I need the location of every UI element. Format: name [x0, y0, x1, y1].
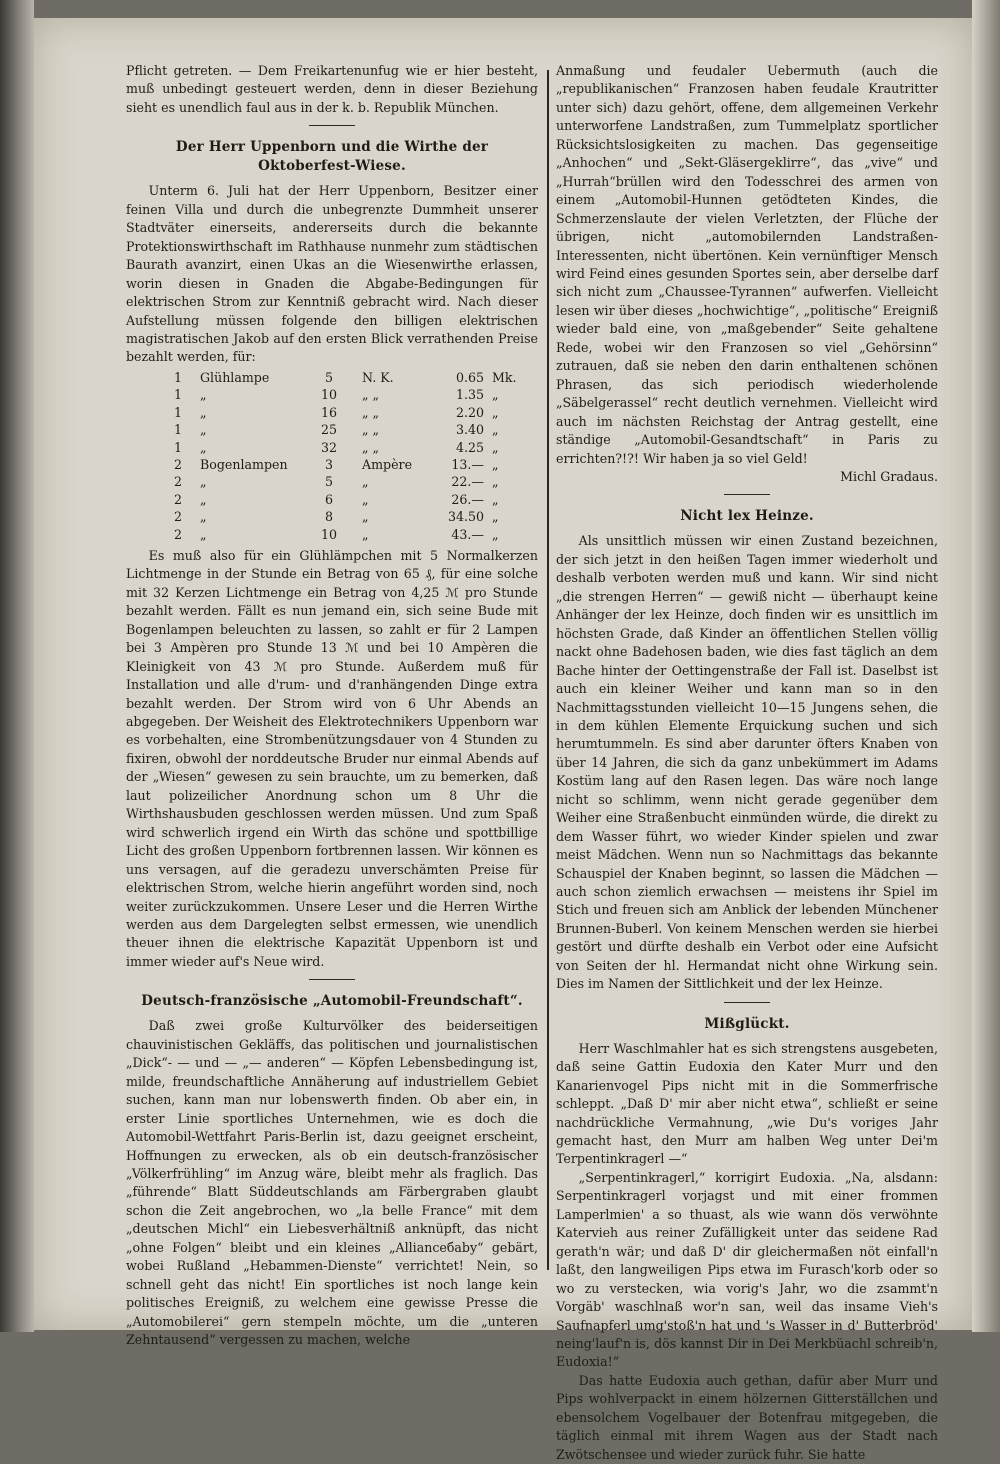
price-cur: „ — [492, 439, 499, 455]
price-meas: „ — [362, 526, 369, 542]
price-unit: „ — [200, 387, 207, 403]
price-val: 5 — [324, 474, 333, 490]
article-paragraph: Es muß also für ein Glühlämpchen mit 5 Normalkerzen Lichtmenge in der Stunde ein Betrag von 65 ₰, für eine solche mit 32 Kerzen Lichtmenge ein Betrag von 4,25 ℳ pro Stunde bezahlt werden. Fällt es nun jemand ein, sich seine Bude mit Bogenlampen beleuchten zu lassen, so zahlt er für 2 Lampen bei 3 Ampèren pro Stunde 13 ℳ und bei 10 Ampèren die Kleinigkeit von 43 ℳ pro Stunde. Außerdem muß für Installation und alle d'rum- und d'ranhängenden Dinge extra bezahlt werden. Der Strom wird von 6 Uhr Abends an abgegeben. Der Weisheit des Elektrotechnikers Uppenborn war es vorbehalten, eine Strombenützungsdauer von 4 Stunden zu fixiren, obwohl der norddeutsche Bruder nur einmal Abends auf der „Wiesen“ gewesen zu sein brauchte, um zu bemerken, daß laut polizeilicher Anordnung schon um 8 Uhr die Wirthshausbuden geschlossen werden müssen. Und zum Spaß wird schwerlich irgend ein Wirth das schöne und spottbillige Licht des großen Uppenborn fortbrennen lassen. Wir können es uns versagen, auf die geradezu unverschämten Preise für elektrischen Strom, welche hierin angeführt worden sind, noch weiter zurückzukommen. Unsere Leser und die Herren Wirthe werden aus dem Dargelegten selbst ermessen, wie unendlich theuer ihnen die elektrische Kapazität Uppenborn ist und immer wieder auf's Neue wird. — [126, 547, 538, 969]
left-intro-text: Pflicht getreten. — Dem Freikartenunfug wie er hier besteht, muß unbedingt gesteuert werden, denn in dieser Beziehung sieht es unendlich faul aus in der k. b. Republik München. — [126, 63, 538, 115]
price-price: 1.35 — [455, 387, 484, 403]
article-paragraph: „Serpentinkragerl,“ korrigirt Eudoxia. „Na, alsdann: Serpentinkragerl vorjagst und mit einer frommen Lamperlmien' a so thuast, als wie wann dös verwöhnte Katervieh aus reiner Zufälligkeit unter das seidene Rad gerath'n wär; und daß D' dir gleichermaßen nöt einfall'n laßt, den langweiligen Pips etwa im Furasch'korb oder so wo zu verstecken, wia vorig's Jahr, wo die zsammt'n Vorgäb' waschlnaß wor'n san, weil das insame Vieh's Saufnapferl umg'stoß'n hat und 's Wasser in d' Butterbröd' neing'lauf'n is, dös kannst Dir in Dei Merkbüachl schreib'n, Eudoxia!“ — [556, 1169, 938, 1370]
price-unit: „ — [200, 491, 207, 507]
article-paragraph: Herr Waschlmahler hat es sich strengstens ausgebeten, daß seine Gattin Eudoxia den Kater Murr und den Kanarienvogel Pips nicht mit in die Sommerfrische schleppt. „Daß D' mir aber nicht etwa“, schließt er seine nachdrückliche Vermahnung, „wie Du's voriges Jahr gemacht hast, den Murr am halben Weg unter Dei'm Terpentinkragerl —“ — [556, 1040, 938, 1167]
price-qty: 1 — [174, 439, 183, 455]
price-price: 13.— — [451, 456, 484, 472]
price-meas: N. K. — [362, 369, 394, 385]
price-cur: „ — [492, 422, 499, 438]
article-paragraph: Unterm 6. Juli hat der Herr Uppenborn, Besitzer einer feinen Villa und durch die unbegrenzte Dummheit unserer Stadtväter einerseits, andererseits durch die bekannte Protektionswirthschaft im Rathhause nunmehr zum städtischen Baurath avanzirt, einen Ukas an die Wiesenwirthe erlassen, worin diesen in Gnaden die Abgabe-Bedingungen für elektrischen Strom zur Kenntniß gebracht wird. Nach dieser Aufstellung müssen folgende den billigen elektrischen magistratischen Jakob auf den ersten Blick verrathenden Preise bezahlt werden, für: — [126, 183, 538, 365]
price-price: 22.— — [451, 474, 484, 490]
price-qty: 2 — [174, 491, 183, 507]
price-price: 3.40 — [455, 422, 484, 438]
price-qty: 1 — [174, 404, 183, 420]
price-meas: „ „ — [362, 439, 380, 455]
price-val: 5 — [324, 369, 333, 385]
article-title-automobil: Deutsch-französische „Automobil-Freundschaft“. — [141, 993, 523, 1010]
price-unit: „ — [200, 422, 207, 438]
price-val: 32 — [320, 439, 338, 455]
article-title-uppenborn: Der Herr Uppenborn und die Wirthe der Oktoberfest-Wiese. — [175, 139, 489, 175]
right-intro-text: Anmaßung und feudaler Uebermuth (auch die „republikanischen“ Franzosen haben feudale Krautritter unter sich) dazu gehört, offene, dem allgemeinen Verkehr unterworfene Landstraßen, zum Tummelplatz sportlicher Rücksichtslosigkeiten zu machen. Das gegenseitige „Anhochen“ und „Sekt-Gläsergeklirre“, das „vive“ und „Hurrah“brüllen wird den Todesschrei des armen von einem „Automobil-Hunnen getödteten Kindes, die Schmerzenslaute der vielen Verletzten, der Flüche der übrigen, nicht „automobilernden Landstraßen-Interessenten, nicht übertönen. Kein vernünftiger Mensch wird Feind eines gesunden Sportes sein, aber derselbe darf sich nicht zum „Chaussee-Tyrannen“ aufwerfen. Vielleicht lesen wir über dieses „hochwichtige“, „politische“ Ereigniß wieder bald eine, von „maßgebender“ Seite gehaltene Rede, wobei wir den Franzosen so viel „Gehörsinn“ zutrauen, daß sie neben den darin enthaltenen schönen Phrasen, das sich periodisch wiederholende „Säbelgerassel“ recht deutlich vernehmen. Vielleicht wird auch im nächsten Reichstag der Antrag gestellt, eine ständige „Automobil-Gesandtschaft“ in Paris zu errichten?!?! Wir haben ja so viel Geld! — [556, 63, 938, 466]
price-meas: „ „ — [362, 422, 380, 438]
price-meas: „ — [362, 491, 369, 507]
price-row — [170, 369, 532, 386]
price-val: 25 — [320, 422, 338, 438]
article-paragraph: Das hatte Eudoxia auch gethan, dafür aber Murr und Pips wohlverpackt in einem hölzernen Gitterställchen und ebensolchem Vogelbauer der Botenfrau mitgegeben, die täglich einmal mit ihrem Wagen aus der Stadt nach Zwötschensee und wieder zurück fuhr. Sie hatte — [556, 1372, 938, 1462]
price-price: 2.20 — [455, 404, 484, 420]
price-cur: „ — [492, 404, 499, 420]
price-price: 0.65 — [455, 369, 484, 385]
price-unit: „ — [200, 439, 207, 455]
section-separator — [309, 125, 355, 126]
price-qty: 1 — [174, 369, 183, 385]
price-qty: 1 — [174, 387, 183, 403]
price-unit: „ — [200, 474, 207, 490]
price-table — [170, 369, 532, 543]
section-separator — [309, 979, 355, 980]
price-unit: „ — [200, 526, 207, 542]
article-title-missglueckt: Mißglückt. — [704, 1015, 790, 1032]
price-unit: „ — [200, 404, 207, 420]
author-signature: Michl Gradaus. — [840, 468, 938, 484]
price-meas: „ „ — [362, 387, 380, 403]
price-cur: „ — [492, 474, 499, 490]
price-meas: „ — [362, 509, 369, 525]
column-divider — [547, 70, 549, 1270]
price-row — [170, 421, 532, 438]
price-price: 34.50 — [447, 509, 484, 525]
price-price: 4.25 — [455, 439, 484, 455]
price-row — [170, 456, 532, 473]
price-price: 26.— — [451, 491, 484, 507]
section-separator — [724, 494, 770, 495]
price-row — [170, 526, 532, 543]
price-qty: 1 — [174, 422, 183, 438]
price-price: 43.— — [451, 526, 484, 542]
price-cur: Mk. — [492, 369, 517, 385]
price-meas: „ „ — [362, 404, 380, 420]
price-val: 6 — [324, 491, 333, 507]
article-paragraph: Als unsittlich müssen wir einen Zustand bezeichnen, der sich jetzt in den heißen Tagen immer wiederholt und deshalb verboten werden muß und kann. Wir sind nicht „die strengen Herren“ — gewiß nicht — überhaupt keine Anhänger der lex Heinze, doch finden wir es unsittlich im höchsten Grade, daß Kinder an öffentlichen Stellen völlig nackt ohne Badehosen baden, wie dies fast täglich an dem Bache hinter der Oettingenstraße der Fall ist. Daselbst ist auch ein kleiner Weiher und kann man so in den Nachmittagsstunden vielleicht 10—15 Jungens sehen, die in dem kühlen Elemente Erquickung suchen und sich herumtummeln. Es sind aber darunter öfters Knaben von über 14 Jahren, die sich da ganz unbekümmert im Adams Kostüm lang auf den Rasen legen. Das wäre noch lange nicht so schlimm, wenn nicht gerade gegenüber dem Weiher eine Straßenbucht einmünden würde, die direkt zu dem Wasser führt, wo wieder Kinder spielen und zwar meist Mädchen. Wenn nun so Nachmittags das bekannte Schauspiel der Knaben beginnt, so lassen die Mädchen — auch schon ziemlich erwachsen — meistens ihr Spiel im Stich und freuen sich am Anblick der lebenden Münchener Brunnen-Buberl. Von keinem Menschen werden sie hierbei gestört und dürfte deshalb ein Verbot oder eine Aufsicht von Seiten der hl. Hermandat nicht ohne Wirkung sein. Dies im Namen der Sittlichkeit und der lex Heinze. — [556, 533, 938, 992]
price-row — [170, 386, 532, 403]
price-qty: 2 — [174, 474, 183, 490]
price-meas: Ampère — [362, 456, 413, 472]
article-paragraph: Daß zwei große Kulturvölker des beiderseitigen chauvinistischen Gekläffs, das politischen und journalistischen „Dick“- — und — „— anderen“ — Köpfen Lebensbedingung ist, milde, freundschaftliche Annäherung auf industriellem Gebiet suchen, kann man nur lobenswerth finden. Ob aber ein, in erster Linie sportliches Unternehmen, wie es doch die Automobil-Wettfahrt Paris-Berlin ist, dazu geeignet erscheint, Hoffnungen zu erwecken, als ob ein deutsch-französischer „Völkerfrühling“ im Anzug wäre, bleibt mehr als fraglich. Das „führende“ Blatt Süddeutschlands am Färbergraben glaubt schon die Zeit angebrochen, wo „la belle France“ mit dem „deutschen Michl“ ein Liebesverhältniß anknüpft, das nicht „ohne Folgen“ bleibt und ein kleines „Allianceбaby“ gebärt, wobei Rußland „Hebammen-Dienste“ verrichtet! Nein, so schnell geht das nicht! Ein sportliches ist noch lange kein politisches Ereigniß, zu welchem eine gewisse Presse die „Automobilerei“ gern stempeln möchte, um die „unteren Zehntausend“ vergessen zu machen, welche — [126, 1018, 538, 1348]
price-row — [170, 404, 532, 421]
price-row — [170, 491, 532, 508]
price-unit: „ — [200, 509, 207, 525]
price-val: 10 — [320, 387, 338, 403]
price-row — [170, 439, 532, 456]
book-binding-shadow — [0, 0, 34, 1332]
price-meas: „ — [362, 474, 369, 490]
price-val: 16 — [320, 404, 338, 420]
price-unit: Bogenlampen — [200, 456, 288, 472]
price-val: 10 — [320, 526, 338, 542]
price-val: 3 — [324, 456, 333, 472]
section-separator — [724, 1002, 770, 1003]
price-cur: „ — [492, 526, 499, 542]
right-column — [556, 62, 938, 1464]
price-qty: 2 — [174, 456, 183, 472]
price-row — [170, 473, 532, 490]
page-edge — [972, 0, 1000, 1332]
price-cur: „ — [492, 387, 499, 403]
price-unit: Glühlampe — [200, 369, 270, 385]
price-qty: 2 — [174, 509, 183, 525]
price-val: 8 — [324, 509, 333, 525]
price-row — [170, 508, 532, 525]
article-title-lex-heinze: Nicht lex Heinze. — [680, 508, 814, 525]
price-cur: „ — [492, 509, 499, 525]
left-column — [126, 62, 538, 1350]
price-qty: 2 — [174, 526, 183, 542]
price-cur: „ — [492, 456, 499, 472]
price-cur: „ — [492, 491, 499, 507]
